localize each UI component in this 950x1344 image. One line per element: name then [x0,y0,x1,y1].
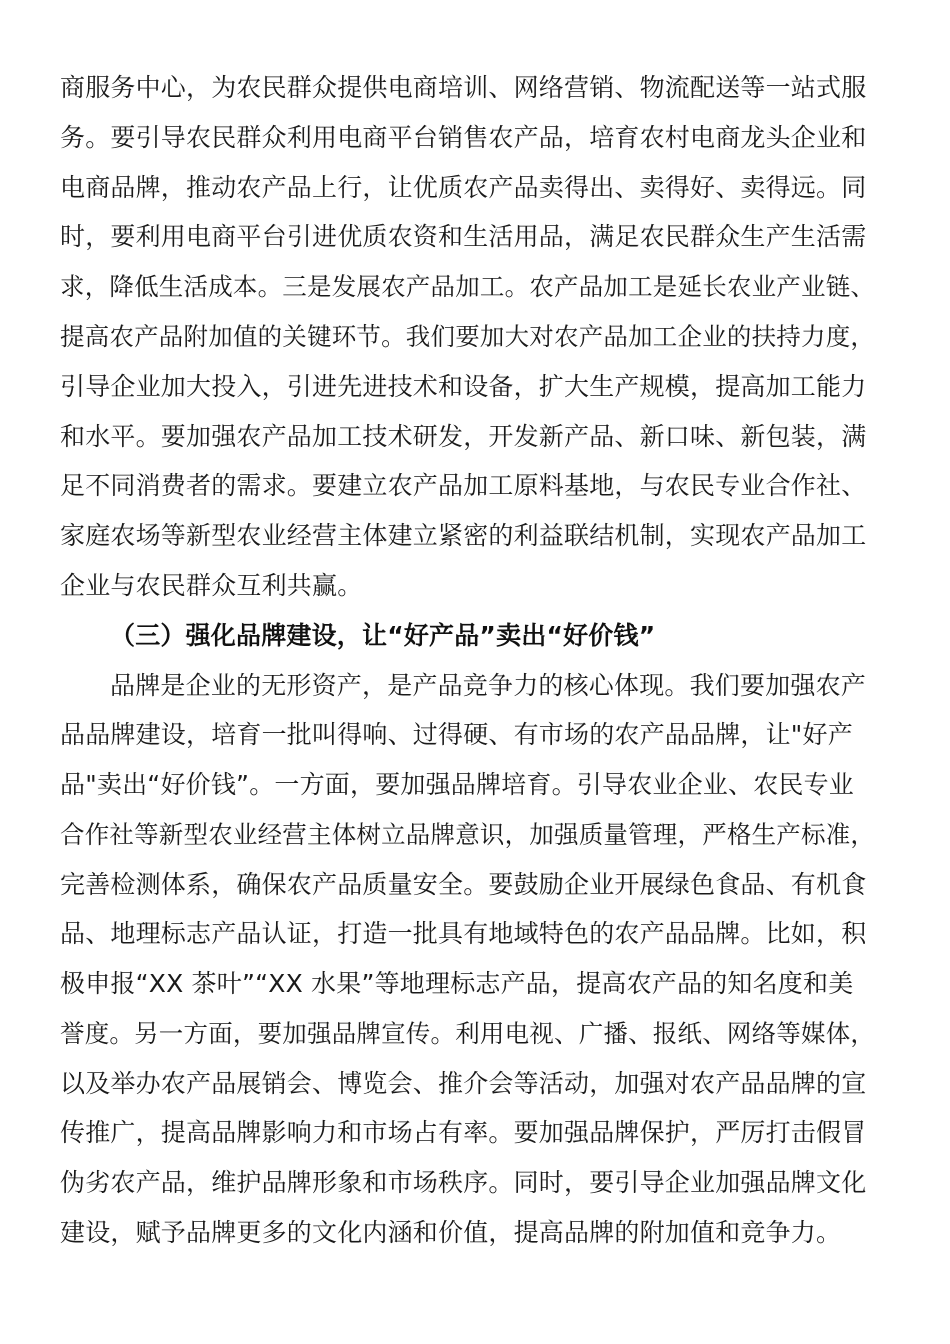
body-text-line: 企业与农民群众互利共赢。 [60,571,363,600]
body-text-line: 足不同消费者的需求。要建立农产品加工原料基地，与农民专业合作社、 [60,471,867,500]
body-text-line: 提高农产品附加值的关键环节。我们要加大对农产品加工企业的扶持力度， [60,322,876,351]
body-text-line: 极申报“XX 茶叶”“XX 水果”等地理标志产品，提高农产品的知名度和美 [60,969,854,998]
body-text-line: 以及举办农产品展销会、博览会、推介会等活动，加强对农产品品牌的宣 [60,1069,867,1098]
body-text-line: 电商品牌，推动农产品上行，让优质农产品卖得出、卖得好、卖得远。同 [60,173,867,202]
body-text-line: 建设，赋予品牌更多的文化内涵和价值，提高品牌的附加值和竞争力。 [60,1218,842,1247]
body-text-line: 品牌是企业的无形资产，是产品竞争力的核心体现。我们要加强农产 [110,671,867,700]
body-text-line: 伪劣农产品，维护品牌形象和市场秩序。同时，要引导企业加强品牌文化 [60,1168,867,1197]
body-text-line: 家庭农场等新型农业经营主体建立紧密的利益联结机制，实现农产品加工 [60,521,867,550]
body-text-line: 务。要引导农民群众利用电商平台销售农产品，培育农村电商龙头企业和 [60,123,867,152]
body-text-line: 品品牌建设，培育一批叫得响、过得硬、有市场的农产品品牌，让"好产 [60,720,853,749]
section-heading: （三）强化品牌建设，让“好产品”卖出“好价钱” [110,621,656,650]
body-text-line: 品"卖出“好价钱”。一方面，要加强品牌培育。引导农业企业、农民专业 [60,770,855,799]
body-text-line: 传推广，提高品牌影响力和市场占有率。要加强品牌保护，严厉打击假冒 [60,1118,867,1147]
body-text-line: 品、地理标志产品认证，打造一批具有地域特色的农产品品牌。比如，积 [60,919,867,948]
body-text-line: 引导企业加大投入，引进先进技术和设备，扩大生产规模，提高加工能力 [60,372,867,401]
body-text-line: 完善检测体系，确保农产品质量安全。要鼓励企业开展绿色食品、有机食 [60,870,867,899]
body-text-line: 求，降低生活成本。三是发展农产品加工。农产品加工是延长农业产业链、 [60,272,876,301]
body-text-line: 时，要利用电商平台引进优质农资和生活用品，满足农民群众生产生活需 [60,222,867,251]
body-text-line: 和水平。要加强农产品加工技术研发，开发新产品、新口味、新包装，满 [60,422,867,451]
body-text-line: 合作社等新型农业经营主体树立品牌意识，加强质量管理，严格生产标准， [60,820,876,849]
body-text-line: 商服务中心，为农民群众提供电商培训、网络营销、物流配送等一站式服 [60,73,867,102]
body-text-line: 誉度。另一方面，要加强品牌宣传。利用电视、广播、报纸、网络等媒体， [60,1019,876,1048]
